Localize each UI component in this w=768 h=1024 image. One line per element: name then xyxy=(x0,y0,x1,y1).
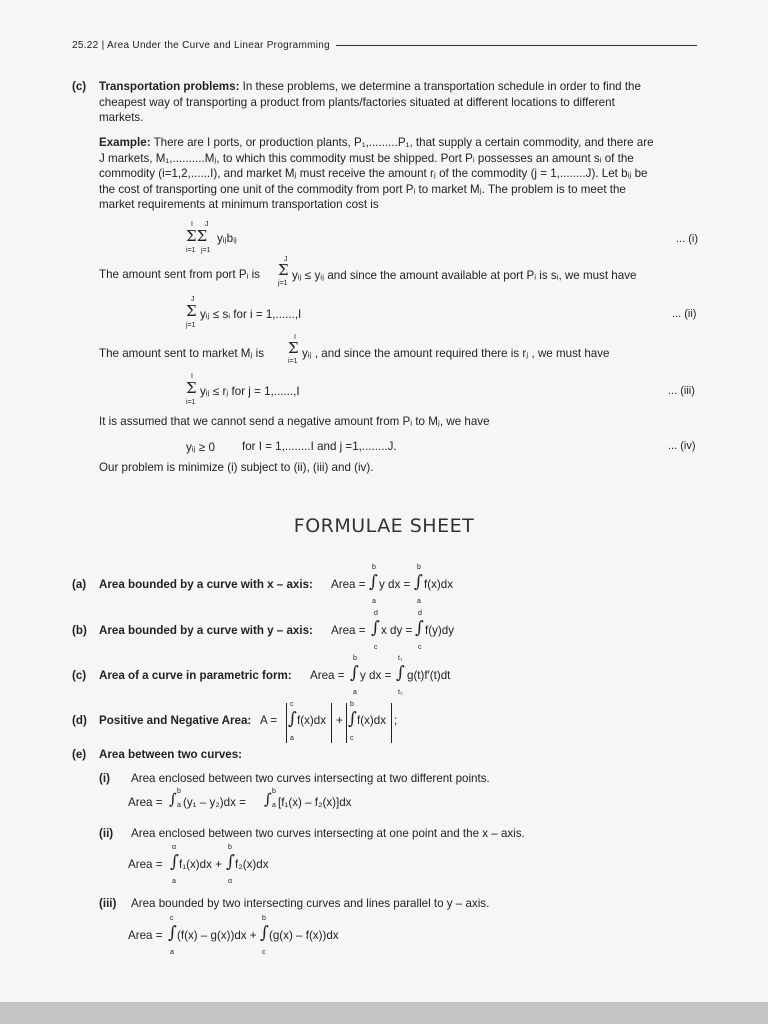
integral-symbol: ∫ xyxy=(350,663,359,683)
abs-bar-left-1 xyxy=(286,703,287,743)
formula-e-iii xyxy=(99,897,490,910)
formula-a-heading: Area bounded by a curve with x – axis: xyxy=(99,578,313,591)
sigma-symbol: Σ xyxy=(186,379,197,397)
formula-e-iii-text: Area bounded by two intersecting curves and lines parallel to y – axis. xyxy=(131,897,490,910)
limit-upper-c: c xyxy=(290,701,294,708)
sent-port-line xyxy=(99,268,260,281)
formula-c-heading: Area of a curve in parametric form: xyxy=(99,669,292,682)
sent-market-text: The amount sent to market Mⱼ is xyxy=(99,347,265,360)
eq-iii-number: ... (iii) xyxy=(668,385,695,397)
problem-statement: Our problem is minimize (i) subject to (ii), (iii) and (iv). xyxy=(99,461,374,474)
integral-symbol: ∫ xyxy=(264,790,272,808)
integral-symbol: ∫ xyxy=(414,572,423,592)
formula-d-end: ; xyxy=(394,714,398,727)
formula-e-heading: Area between two curves: xyxy=(99,748,243,761)
limit-lower-i: i=1 xyxy=(186,247,196,254)
transport-label xyxy=(72,79,86,95)
example-paragraph xyxy=(99,135,699,213)
limit-lower-i: i=1 xyxy=(288,358,298,365)
example-line-2: J markets, M₁,..........Mⱼ, to which this commodity must be shipped. Port Pᵢ possesses an amount sᵢ of the xyxy=(99,151,634,165)
formula-e-ii-label: (ii) xyxy=(99,827,114,840)
sigma-symbol: Σ xyxy=(288,339,299,357)
limit-upper-I: I xyxy=(294,334,296,341)
integral-symbol: ∫ xyxy=(226,852,235,872)
limit-upper-b: b xyxy=(353,655,357,662)
running-header xyxy=(72,38,697,52)
formula-e-ii xyxy=(99,827,525,840)
formula-e-ii-text: Area enclosed between two curves intersecting at one point and the x – axis. xyxy=(131,827,525,840)
formula-e-i-expr-2: [f₁(x) – f₂(x)]dx xyxy=(278,796,352,809)
eq-iv-part-a: yᵢⱼ ≥ 0 xyxy=(186,441,215,454)
limit-upper-J: J xyxy=(284,256,288,263)
transport-line-2: cheapest way of transporting a product from plants/factories situated at different locations to different xyxy=(99,95,615,109)
footer-band xyxy=(0,1002,768,1024)
sigma-symbol: Σ xyxy=(186,302,197,320)
transport-line-3: markets. xyxy=(99,111,144,124)
limit-lower-j: j=1 xyxy=(201,247,211,254)
integral-symbol: ∫ xyxy=(415,618,424,638)
formula-d-expr-1: f(x)dx xyxy=(297,714,326,727)
example-line-3: commodity (i=1,2,......I), and market Mⱼ must receive the amount rⱼ of the commodity (j = 1,........J). Let bᵢⱼ be xyxy=(99,167,648,180)
limit-lower-c: c xyxy=(374,644,378,651)
integral-symbol: ∫ xyxy=(371,618,380,638)
header-rule xyxy=(336,45,697,46)
limit-lower-a: a xyxy=(170,949,174,956)
integral-symbol: ∫ xyxy=(288,709,297,729)
formula-e-ii-expr-1: f₁(x)dx + xyxy=(179,858,222,871)
formula-c-expr-1: y dx = xyxy=(360,669,392,682)
limit-upper-b: b xyxy=(262,915,266,922)
integral-symbol: ∫ xyxy=(168,923,177,943)
transport-heading: Transportation problems: xyxy=(99,80,240,93)
limit-upper-I: I xyxy=(191,221,193,228)
formula-e-i-text: Area enclosed between two curves intersecting at two different points. xyxy=(131,772,490,785)
formula-d-heading: Positive and Negative Area: xyxy=(99,714,252,727)
integral-symbol: ∫ xyxy=(169,790,177,808)
formula-a-expr-1: y dx = xyxy=(379,578,411,591)
example-line-4: the cost of transporting one unit of the commodity from port Pᵢ to market Mⱼ. The problem is to meet the xyxy=(99,182,626,196)
formula-e-i-label: (i) xyxy=(99,772,110,785)
integral-symbol: ∫ xyxy=(260,923,269,943)
section-title: FORMULAE SHEET xyxy=(293,515,475,537)
formula-e-i-area-text: Area = xyxy=(128,796,163,809)
formula-e-i-expr-1: (y₁ – y₂)dx = xyxy=(183,796,246,809)
limit-upper-b: b xyxy=(177,788,181,795)
eq-iii-expression: yᵢⱼ ≤ rⱼ for j = 1,......,I xyxy=(200,385,300,398)
limit-upper-b: b xyxy=(372,564,376,571)
limit-lower-c: c xyxy=(418,644,422,651)
limit-lower-c: c xyxy=(350,735,354,742)
formula-d-plus: + xyxy=(336,714,343,727)
limit-upper-b: b xyxy=(272,788,276,795)
formula-c xyxy=(72,669,292,682)
limit-lower-a: a xyxy=(417,598,421,605)
eq-i-number: ... (i) xyxy=(676,233,698,245)
limit-lower-a: a xyxy=(353,689,357,696)
example-line-5: market requirements at minimum transportation cost is xyxy=(99,198,379,211)
formula-e-ii-area-text: Area = xyxy=(128,858,163,871)
limit-upper-J: J xyxy=(191,296,195,303)
limit-upper-I: I xyxy=(191,373,193,380)
formula-a-area-text: Area = xyxy=(331,578,366,591)
limit-lower-a: a xyxy=(272,802,276,809)
header-text: 25.22 | Area Under the Curve and Linear Programming xyxy=(72,39,331,51)
formula-e-iii-expr-2: (g(x) – f(x))dx xyxy=(269,929,339,942)
limit-lower-j: j=1 xyxy=(186,322,196,329)
transport-item-label: (c) xyxy=(72,80,87,93)
limit-lower-alpha: α xyxy=(228,878,233,885)
eq-i-expression: yᵢⱼbᵢⱼ xyxy=(217,232,237,245)
formula-b-expr-1: x dy = xyxy=(381,624,413,637)
formula-e-iii-expr-1: (f(x) – g(x))dx + xyxy=(177,929,257,942)
limit-lower-c: c xyxy=(262,949,266,956)
limit-upper-b: b xyxy=(228,844,232,851)
transport-line-1: In these problems, we determine a transportation schedule in order to find the xyxy=(239,80,641,93)
formula-e-iii-label: (iii) xyxy=(99,897,117,910)
integral-symbol: ∫ xyxy=(348,709,357,729)
limit-lower-a: a xyxy=(290,735,294,742)
sigma-symbol: ΣΣ xyxy=(186,227,208,245)
formula-b-area-text: Area = xyxy=(331,624,366,637)
limit-upper-b: b xyxy=(417,564,421,571)
sent-market-line xyxy=(99,346,264,360)
integral-symbol: ∫ xyxy=(170,852,179,872)
limit-lower-j: j=1 xyxy=(278,280,288,287)
formula-e-iii-area-text: Area = xyxy=(128,929,163,942)
sent-port-rest: yᵢⱼ ≤ yᵢⱼ and since the amount available at port Pᵢ is sᵢ, we must have xyxy=(292,269,637,282)
limit-lower-a: a xyxy=(177,802,181,809)
limit-lower-t2: t₂ xyxy=(398,689,403,696)
limit-upper-c: c xyxy=(170,915,174,922)
formula-b-label: (b) xyxy=(72,624,87,637)
eq-iv-part-b: for I = 1,........I and j =1,........J. xyxy=(242,440,397,453)
limit-upper-d: d xyxy=(418,610,422,617)
limit-upper-b: b xyxy=(350,701,354,708)
formula-d-area-text: A = xyxy=(260,714,278,727)
formula-a-label: (a) xyxy=(72,578,87,591)
limit-lower-a: a xyxy=(172,878,176,885)
sigma-symbol: Σ xyxy=(278,261,289,279)
formula-e xyxy=(72,748,243,761)
formula-d xyxy=(72,714,252,727)
formula-b xyxy=(72,624,313,637)
abs-bar-right-1 xyxy=(331,703,332,743)
transport-paragraph xyxy=(99,79,699,126)
example-line-1: There are I ports, or production plants, P₁,.........P₁, that supply a certain commodity, and there are xyxy=(150,136,654,149)
limit-upper-alpha: α xyxy=(172,844,177,851)
formula-e-i xyxy=(99,772,490,785)
example-heading: Example: xyxy=(99,136,151,149)
limit-upper-t1: t₁ xyxy=(398,655,403,662)
eq-ii-expression: yᵢⱼ ≤ sᵢ for i = 1,......,I xyxy=(200,308,302,321)
formula-b-expr-2: f(y)dy xyxy=(425,624,454,637)
formula-e-ii-expr-2: f₂(x)dx xyxy=(235,858,269,871)
limit-upper-J: J xyxy=(205,221,209,228)
formula-c-expr-2: g(t)f′(t)dt xyxy=(407,669,451,682)
integral-symbol: ∫ xyxy=(396,663,405,683)
formula-b-heading: Area bounded by a curve with y – axis: xyxy=(99,624,313,637)
formula-a xyxy=(72,578,313,591)
sent-market-rest: yᵢⱼ , and since the amount required there is rⱼ , we must have xyxy=(302,347,610,360)
formula-d-label: (d) xyxy=(72,714,87,727)
integral-symbol: ∫ xyxy=(369,572,378,592)
formula-c-label: (c) xyxy=(72,669,87,682)
assumption-line: It is assumed that we cannot send a negative amount from Pᵢ to Mⱼ, we have xyxy=(99,415,490,428)
limit-lower-a: a xyxy=(372,598,376,605)
limit-lower-i: i=1 xyxy=(186,399,196,406)
abs-bar-left-2 xyxy=(346,703,347,743)
formula-a-expr-2: f(x)dx xyxy=(424,578,453,591)
abs-bar-right-2 xyxy=(391,703,392,743)
eq-iv-number: ... (iv) xyxy=(668,440,696,452)
limit-upper-d: d xyxy=(374,610,378,617)
sent-port-text: The amount sent from port Pᵢ is xyxy=(99,268,260,281)
formula-e-label: (e) xyxy=(72,748,87,761)
formula-d-expr-2: f(x)dx xyxy=(357,714,386,727)
eq-ii-number: ... (ii) xyxy=(672,308,697,320)
formula-c-area-text: Area = xyxy=(310,669,345,682)
